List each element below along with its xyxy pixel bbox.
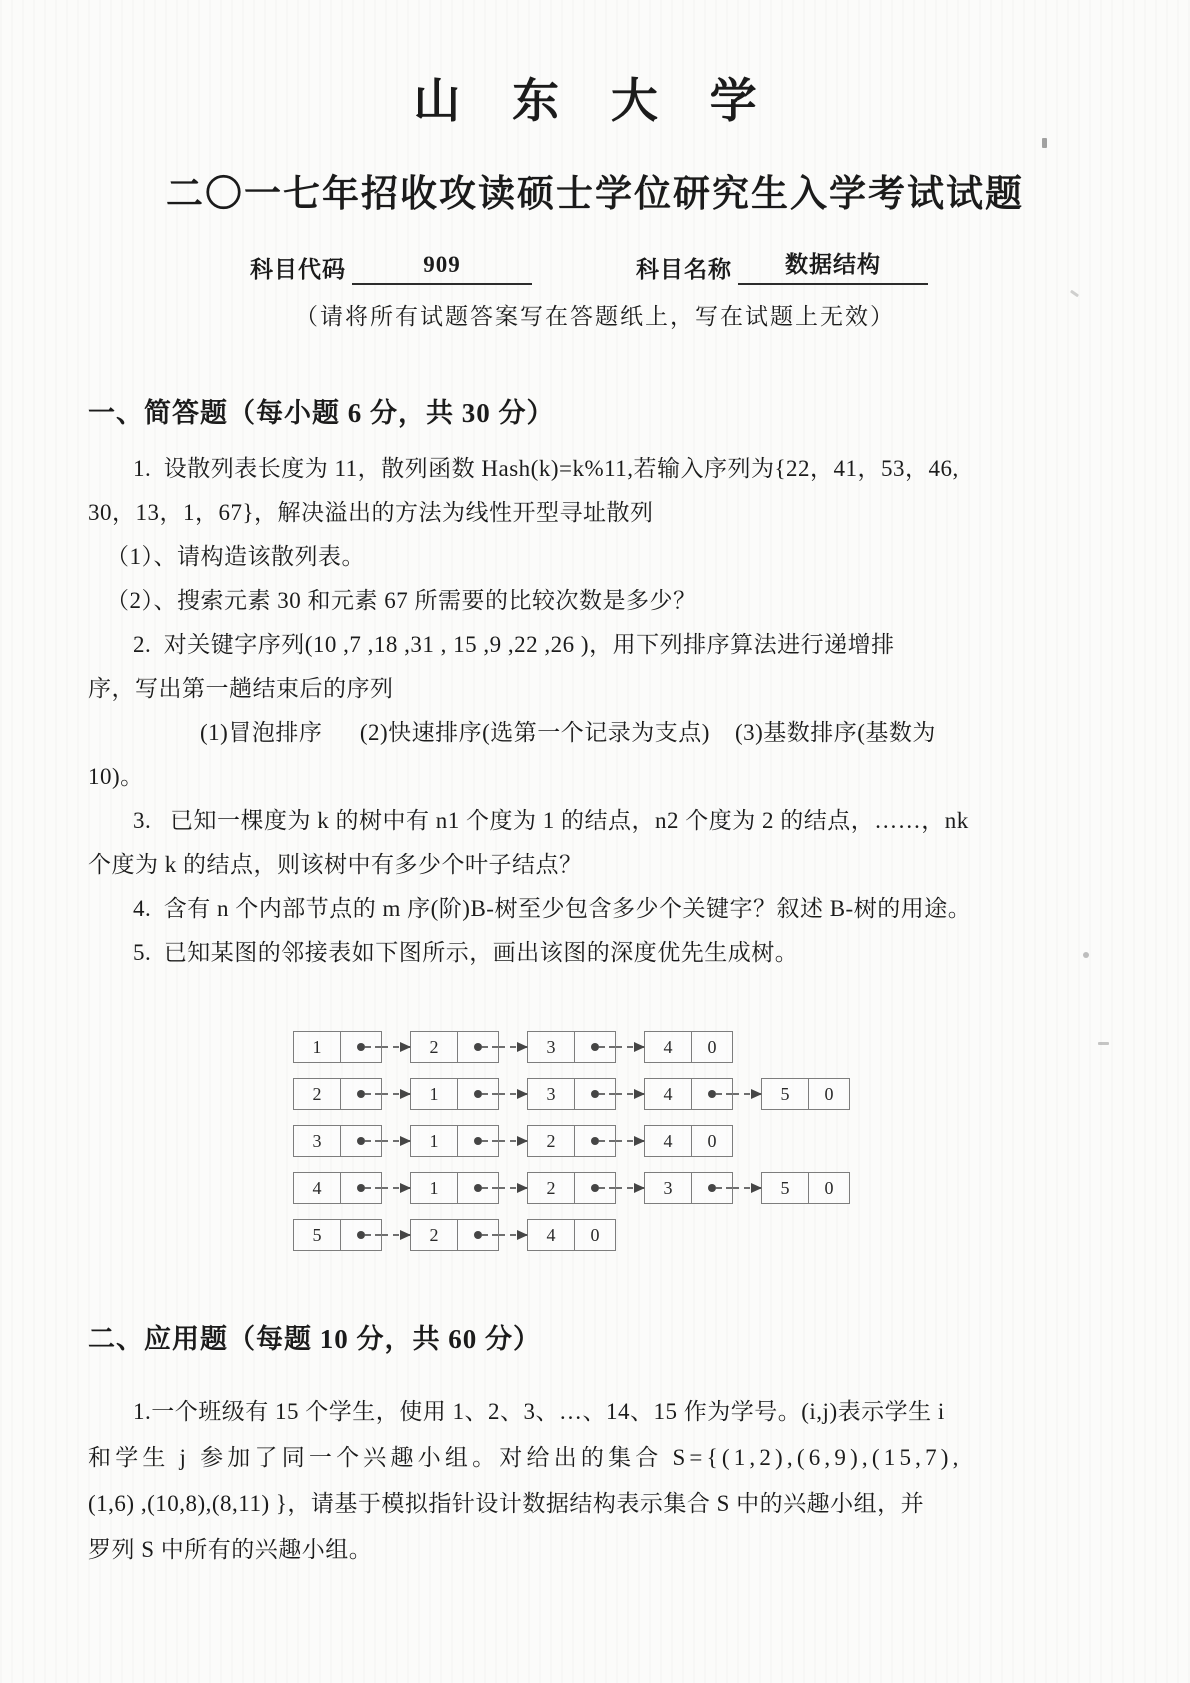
node-value-cell: 4 (645, 1079, 692, 1109)
text-line: 罗列 S 中所有的兴趣小组。 (88, 1537, 373, 1562)
pointer-dot-icon (708, 1090, 716, 1098)
node-pointer-cell (458, 1220, 498, 1250)
pointer-dot-icon (357, 1231, 365, 1239)
pointer-dot-icon (357, 1184, 365, 1192)
node-value-cell: 2 (528, 1173, 575, 1203)
answer-sheet-notice: （请将所有试题答案写在答题纸上，写在试题上无效） (295, 304, 895, 329)
pointer-dot-icon (591, 1043, 599, 1051)
adjlist-node (527, 1125, 616, 1157)
arrow-right-icon (499, 1093, 527, 1095)
node-pointer-cell (692, 1079, 732, 1109)
pointer-dot-icon (591, 1137, 599, 1145)
text-line: 1. 设散列表长度为 11，散列函数 Hash(k)=k%11,若输入序列为{22，41，53，46, (133, 456, 959, 481)
arrow-right-icon (382, 1140, 410, 1142)
text-line: 序，写出第一趟结束后的序列 (88, 676, 394, 701)
node-pointer-cell (575, 1173, 615, 1203)
pointer-dot-icon (474, 1231, 482, 1239)
text-line: （1）、请构造该散列表。 (106, 544, 365, 569)
adjacency-row (293, 1219, 1102, 1251)
node-pointer-cell (458, 1126, 498, 1156)
adjlist-node (644, 1172, 733, 1204)
section2-heading: 二、应用题（每题 10 分，共 60 分） (88, 1324, 541, 1354)
node-pointer-cell (575, 1079, 615, 1109)
text-line: 5. 已知某图的邻接表如下图所示，画出该图的深度优先生成树。 (133, 940, 799, 965)
adjlist-node (410, 1125, 499, 1157)
node-pointer-cell (458, 1173, 498, 1203)
node-value-cell: 5 (762, 1079, 809, 1109)
adjlist-node (527, 1219, 616, 1251)
text-line: 3. 已知一棵度为 k 的树中有 n1 个度为 1 的结点，n2 个度为 2 的结点，……，nk (133, 808, 969, 833)
node-null-pointer-cell: 0 (590, 1224, 600, 1245)
pointer-dot-icon (474, 1137, 482, 1145)
node-null-pointer-cell: 0 (707, 1130, 717, 1151)
section1-heading: 一、简答题（每小题 6 分，共 30 分） (88, 398, 555, 428)
node-pointer-cell (341, 1032, 381, 1062)
arrow-right-icon (616, 1140, 644, 1142)
node-value-cell: 3 (294, 1126, 341, 1156)
arrow-right-icon (616, 1187, 644, 1189)
text-line: 30，13，1，67}，解决溢出的方法为线性开型寻址散列 (88, 500, 654, 525)
arrow-right-icon (733, 1187, 761, 1189)
adjlist-node (527, 1172, 616, 1204)
text-line: 和学生 j 参加了同一个兴趣小组。对给出的集合 S={(1,2),(6,9),(15,7), (88, 1445, 963, 1470)
text-line: 4. 含有 n 个内部节点的 m 序(阶)B-树至少包含多少个关键字？叙述 B-树的用途。 (133, 896, 972, 921)
scan-artifact (1083, 952, 1089, 958)
node-null-pointer-cell: 0 (824, 1083, 834, 1104)
adjlist-node (410, 1219, 499, 1251)
node-pointer-cell (341, 1126, 381, 1156)
node-value-cell: 4 (294, 1173, 341, 1203)
arrow-right-icon (499, 1234, 527, 1236)
adjlist-node (410, 1031, 499, 1063)
adjlist-node (293, 1031, 382, 1063)
node-pointer-cell (458, 1032, 498, 1062)
arrow-right-icon (382, 1046, 410, 1048)
node-value-cell: 4 (528, 1220, 575, 1250)
exam-title: 二〇一七年招收攻读硕士学位研究生入学考试试题 (166, 174, 1024, 215)
node-value-cell: 3 (528, 1079, 575, 1109)
arrow-right-icon (382, 1093, 410, 1095)
node-value-cell: 5 (762, 1173, 809, 1203)
text-line: （2）、搜索元素 30 和元素 67 所需要的比较次数是多少？ (106, 588, 697, 613)
node-value-cell: 2 (528, 1126, 575, 1156)
pointer-dot-icon (591, 1184, 599, 1192)
pointer-dot-icon (357, 1043, 365, 1051)
adjlist-node (293, 1125, 382, 1157)
subject-name-label: 科目名称 (636, 257, 732, 282)
scan-artifact (1042, 138, 1047, 148)
adjacency-row (293, 1172, 1102, 1204)
adjlist-node (761, 1078, 850, 1110)
node-pointer-cell (575, 1126, 615, 1156)
node-pointer-cell (341, 1079, 381, 1109)
node-value-cell: 4 (645, 1032, 692, 1062)
node-value-cell: 1 (411, 1173, 458, 1203)
node-value-cell: 1 (294, 1032, 341, 1062)
adjacency-row (293, 1125, 1102, 1157)
adjlist-node (644, 1031, 733, 1063)
arrow-right-icon (499, 1046, 527, 1048)
subject-code-label: 科目代码 (250, 257, 346, 282)
node-value-cell: 3 (645, 1173, 692, 1203)
adjacency-row (293, 1031, 1102, 1063)
pointer-dot-icon (591, 1090, 599, 1098)
node-pointer-cell (692, 1173, 732, 1203)
node-pointer-cell (458, 1079, 498, 1109)
subject-name-value: 数据结构 (738, 250, 928, 285)
adjlist-node (527, 1078, 616, 1110)
node-value-cell: 2 (294, 1079, 341, 1109)
text-line: 2. 对关键字序列(10 ,7 ,18 ,31 , 15 ,9 ,22 ,26 )，用下列排序算法进行递增排 (133, 632, 895, 657)
node-pointer-cell (575, 1032, 615, 1062)
adjacency-row (293, 1078, 1102, 1110)
adjlist-node (293, 1219, 382, 1251)
subject-info-row (250, 250, 1102, 285)
text-line: (1)冒泡排序 (2)快速排序(选第一个记录为支点) (3)基数排序(基数为 (200, 720, 936, 745)
node-pointer-cell (341, 1220, 381, 1250)
university-name: 山 东 大 学 (413, 76, 777, 128)
node-value-cell: 1 (411, 1126, 458, 1156)
node-pointer-cell (341, 1173, 381, 1203)
arrow-right-icon (616, 1046, 644, 1048)
section2-body (88, 1389, 1102, 1573)
node-value-cell: 4 (645, 1126, 692, 1156)
node-value-cell: 5 (294, 1220, 341, 1250)
pointer-dot-icon (474, 1090, 482, 1098)
text-line: (1,6) ,(10,8),(8,11) }，请基于模拟指针设计数据结构表示集合 S 中的兴趣小组，并 (88, 1491, 925, 1516)
adjlist-node (644, 1125, 733, 1157)
page-content (0, 70, 1190, 1573)
text-line: 10)。 (88, 764, 144, 789)
node-value-cell: 2 (411, 1220, 458, 1250)
text-line: 个度为 k 的结点，则该树中有多少个叶子结点？ (88, 852, 583, 877)
scan-artifact (1098, 1042, 1109, 1045)
arrow-right-icon (382, 1234, 410, 1236)
pointer-dot-icon (357, 1137, 365, 1145)
adjlist-node (644, 1078, 733, 1110)
text-line: 1.一个班级有 15 个学生，使用 1、2、3、…、14、15 作为学号。(i,j)表示学生 i (133, 1399, 945, 1424)
pointer-dot-icon (474, 1184, 482, 1192)
adjlist-node (293, 1172, 382, 1204)
adjacency-list-diagram (293, 1031, 1102, 1251)
arrow-right-icon (733, 1093, 761, 1095)
pointer-dot-icon (474, 1043, 482, 1051)
subject-code-value: 909 (352, 250, 532, 285)
adjlist-node (527, 1031, 616, 1063)
node-value-cell: 1 (411, 1079, 458, 1109)
node-null-pointer-cell: 0 (824, 1177, 834, 1198)
arrow-right-icon (382, 1187, 410, 1189)
arrow-right-icon (616, 1093, 644, 1095)
adjlist-node (410, 1172, 499, 1204)
arrow-right-icon (499, 1140, 527, 1142)
arrow-right-icon (499, 1187, 527, 1189)
adjlist-node (761, 1172, 850, 1204)
pointer-dot-icon (708, 1184, 716, 1192)
node-value-cell: 2 (411, 1032, 458, 1062)
pointer-dot-icon (357, 1090, 365, 1098)
adjlist-node (293, 1078, 382, 1110)
node-value-cell: 3 (528, 1032, 575, 1062)
section1-body (88, 447, 1102, 975)
adjlist-node (410, 1078, 499, 1110)
node-null-pointer-cell: 0 (707, 1036, 717, 1057)
